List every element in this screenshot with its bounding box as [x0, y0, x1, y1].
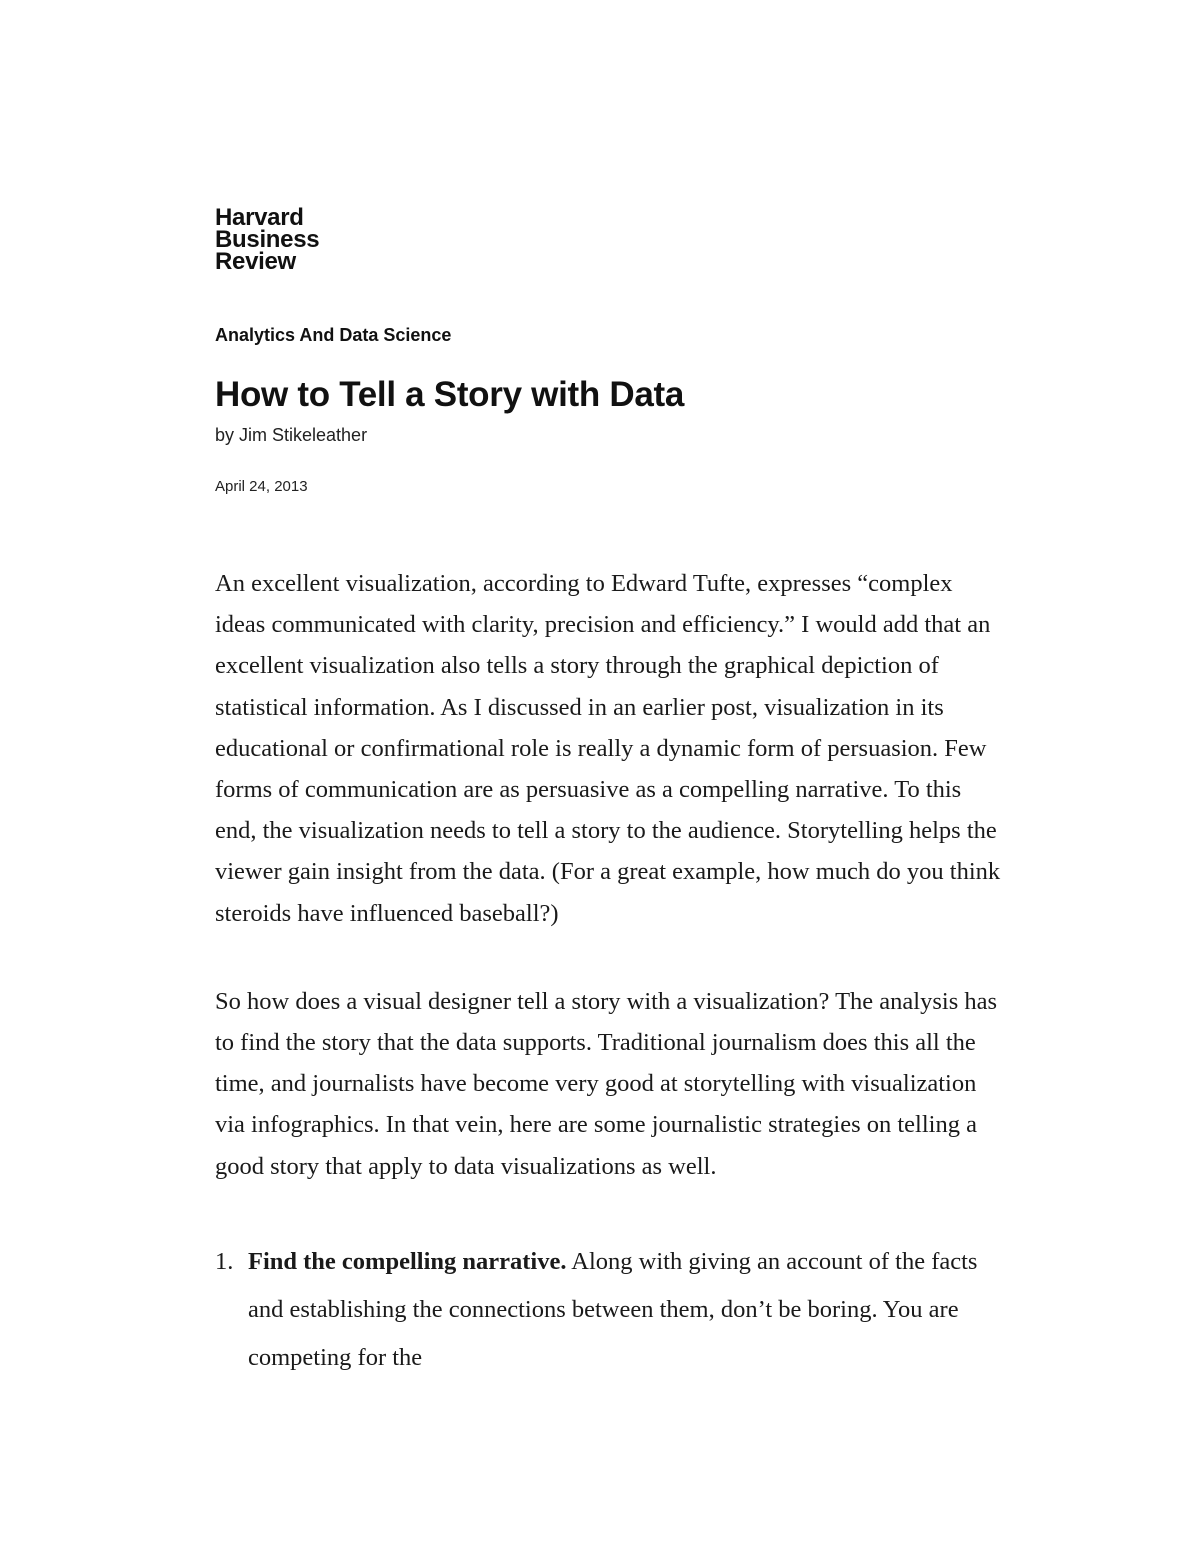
article-date: April 24, 2013 [215, 478, 308, 495]
logo-line-2: Business [215, 226, 320, 253]
list-item-heading: Find the compelling narrative. [248, 1247, 567, 1275]
article-content [215, 204, 1005, 1382]
list-item-number: 1. [215, 1247, 234, 1275]
hbr-logo [215, 204, 1005, 275]
strategy-list-item-1 [215, 1238, 1005, 1382]
article-byline: by Jim Stikeleather [215, 425, 368, 445]
logo-line-1: Harvard [215, 204, 304, 231]
article-paragraph-2: So how does a visual designer tell a story with a visualization? The analysis has to find the story that the data supports. Traditional journalism does this all the time, and journalists have become very good at storytelling with visualization via infographics. In that vein, here are some journalistic strategies on telling a good story that apply to data visualizations as well. [215, 987, 998, 1180]
article-paragraph-1: An excellent visualization, according to Edward Tufte, expresses “complex ideas communicated with clarity, precision and efficiency.” I would add that an excellent visualization also tells a story through the graphical depiction of statistical information. As I discussed in an earlier post, visualization in its educational or confirmational role is really a dynamic form of persuasion. Few forms of communication are as persuasive as a compelling narrative. To this end, the visualization needs to tell a story to the audience. Storytelling helps the viewer gain insight from the data. (For a great example, how much do you think steroids have influenced baseball?) [215, 570, 1001, 927]
article-category: Analytics And Data Science [215, 325, 452, 345]
article-title: How to Tell a Story with Data [215, 375, 685, 414]
list-item-text: Along with giving an account of the facts and establishing the connections between them, don’t be boring. You are competing for the [248, 1247, 978, 1371]
logo-line-3: Review [215, 248, 296, 275]
